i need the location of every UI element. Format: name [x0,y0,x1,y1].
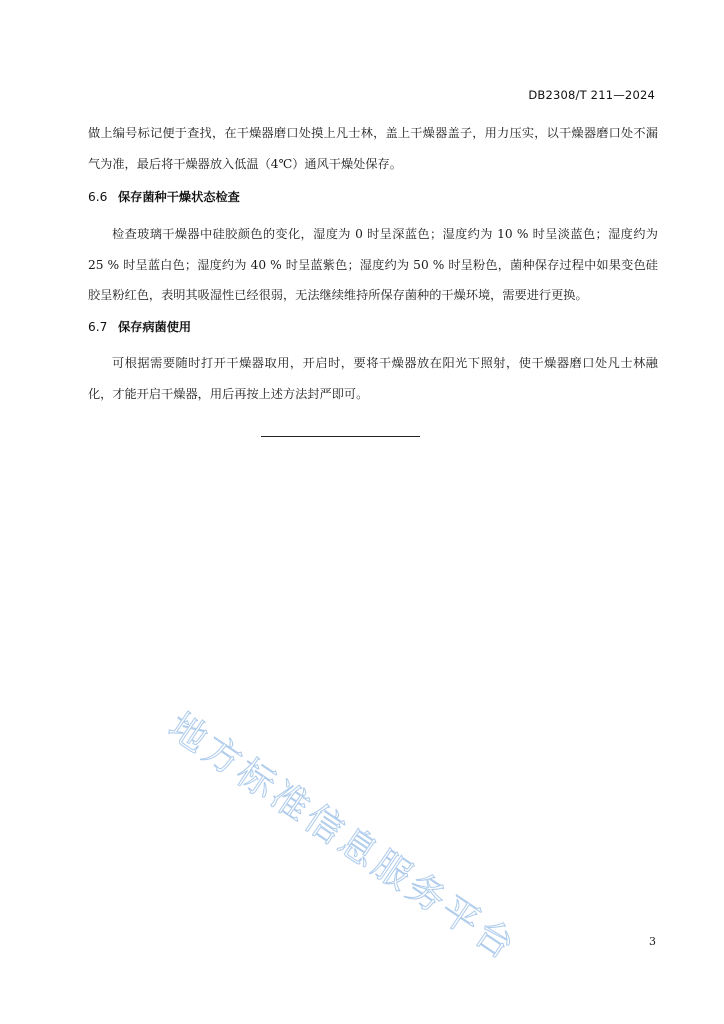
section-number: 6.7 [88,320,108,334]
paragraph-dry-state-check: 检查玻璃干燥器中硅胶颜色的变化，湿度为 0 时呈深蓝色；湿度约为 10 % 时呈淡蓝色；湿度约为 25 % 时呈蓝白色；湿度约为 40 % 时呈蓝紫色；湿度约为 50 % 时呈粉色，菌种保存过程中如果变色硅胶呈粉红色，表明其吸湿性已经很弱，无法继续维持所保存菌种的干燥环境，需要进行更换。 [88,227,658,302]
section-title: 保存病菌使用 [118,320,192,334]
section-heading-6-6 [88,188,240,205]
watermark: 地方标准信息服务平台 [160,704,525,970]
document-code: DB2308/T 211—2024 [528,88,655,102]
page-number: 3 [649,935,656,948]
section-number: 6.6 [88,190,108,204]
section-heading-6-7 [88,318,191,335]
paragraph-usage: 可根据需要随时打开干燥器取用，开启时，要将干燥器放在阳光下照射，使干燥器磨口处凡士林融化，才能开启干燥器，用后再按上述方法封严即可。 [88,356,658,401]
paragraph-storage-procedure: 做上编号标记便于查找，在干燥器磨口处摸上凡士林，盖上干燥器盖子，用力压实，以干燥器磨口处不漏气为准，最后将干燥器放入低温（4℃）通风干燥处保存。 [88,126,658,171]
section-title: 保存菌种干燥状态检查 [118,190,240,204]
end-of-document-line [261,436,420,437]
